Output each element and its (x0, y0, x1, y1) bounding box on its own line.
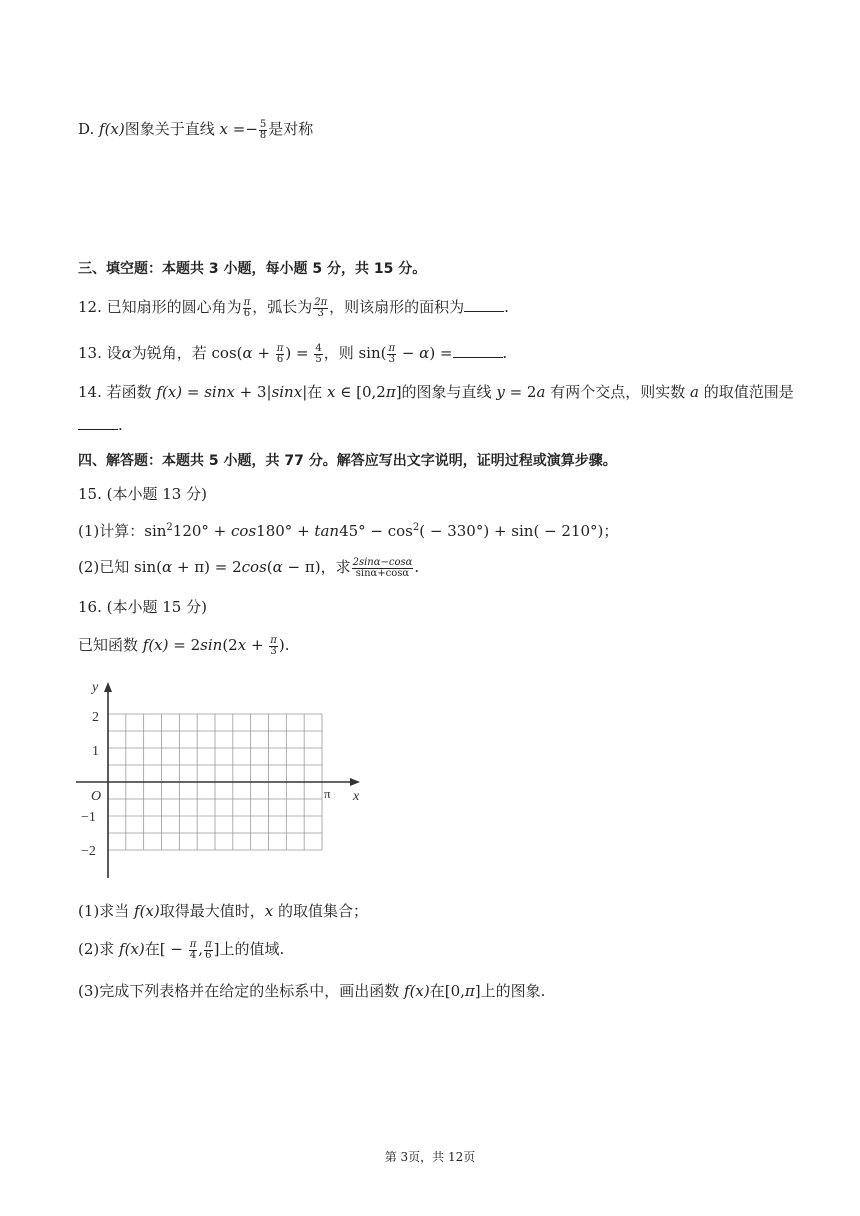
fraction: $\frac{\pi}{6}$ (205, 938, 212, 961)
question-16-part-1: (1)求当 f(x)取得最大值时，x 的取值集合； (78, 902, 369, 920)
y-tick-label: −1 (81, 810, 96, 825)
fraction: $\frac{\pi}{6}$ (243, 296, 251, 319)
fraction: $\frac{\pi}{6}$ (276, 342, 284, 365)
question-16-part-3: (3)完成下列表格并在给定的坐标系中，画出函数 f(x)在[0,π]上的图象. (78, 982, 546, 1000)
y-axis-label: y (92, 680, 99, 695)
y-axis-arrow (104, 682, 112, 692)
fraction: $\frac{4}{5}$ (315, 342, 322, 365)
question-16-title: 16. (本小题 15 分) (78, 598, 207, 616)
question-12: 12. 已知扇形的圆心角为 $\frac{\pi}{6}$ ，弧长为 $\frac{2\pi}{3}$ ，则该扇形的面积为 . (78, 296, 509, 319)
answer-blank[interactable] (453, 343, 503, 358)
answer-blank[interactable] (464, 297, 504, 312)
question-13: 13. 设α为锐角，若 cos(α + $\frac{\pi}{6}$ ) = $\frac{4}{5}$ ，则 sin( $\frac{\pi}{3}$ − α) = . (78, 342, 508, 365)
y-tick-label: −2 (81, 844, 96, 859)
question-15-part-2: (2)已知 sin(α + π) = 2cos(α − π)，求 $\frac{2\sin\alpha-\cos\alpha}{\sin\alpha+\cos\alpha}$ . (78, 556, 420, 579)
question-15-title: 15. (本小题 13 分) (78, 485, 207, 503)
y-tick-label: 1 (92, 744, 99, 759)
fraction: $\frac{\pi}{3}$ (388, 342, 396, 365)
question-14: 14. 若函数 f(x) = sinx + 3|sinx|在 x ∈ [0,2π]的图象与直线 y = 2a 有两个交点，则实数 a 的取值范围是 (78, 383, 794, 401)
coordinate-grid (76, 676, 376, 886)
question-15-part-1: (1)计算：$\sin^2120^\circ + \cos 180^\circ + \tan 45^\circ - \cos^2( - 330^\circ) + \sin( - 210^\circ)$； (78, 522, 619, 540)
question-16-part-2: (2)求 f(x)在[ − $\frac{\pi}{4}$ , $\frac{\pi}{6}$ ]上的值域. (78, 938, 285, 961)
answer-blank[interactable] (78, 415, 118, 430)
question-14-blank-line: . (78, 414, 123, 436)
fraction: $\frac{\pi}{4}$ (189, 938, 197, 961)
fraction: $\frac{5}{8}$ (259, 118, 267, 141)
fraction: $\frac{\pi}{3}$ (270, 634, 277, 657)
y-tick-label: 2 (92, 710, 99, 725)
page-footer: 第 3页，共 12页 (384, 1150, 476, 1164)
origin-label: O (91, 789, 102, 804)
x-axis-arrow (350, 778, 360, 786)
fraction: $\frac{2\sin\alpha-\cos\alpha}{\sin\alpha+\cos\alpha}$ (352, 556, 413, 579)
x-axis-label: x (353, 789, 360, 804)
pi-label: π (324, 786, 331, 801)
section-heading-fill-blank: 三、填空题：本题共 3 小题，每小题 5 分，共 15 分。 (78, 261, 427, 277)
option-d: D. f(x)图象关于直线 x =− $\frac{5}{8}$ 是对称 (78, 118, 314, 141)
section-heading-solve: 四、解答题：本题共 5 小题，共 77 分。解答应写出文字说明，证明过程或演算步骤。 (78, 453, 617, 469)
question-16-intro: 已知函数 f(x) = 2sin(2x + $\frac{\pi}{3}$ ). (78, 634, 290, 657)
fraction: $\frac{2\pi}{3}$ (314, 296, 328, 319)
